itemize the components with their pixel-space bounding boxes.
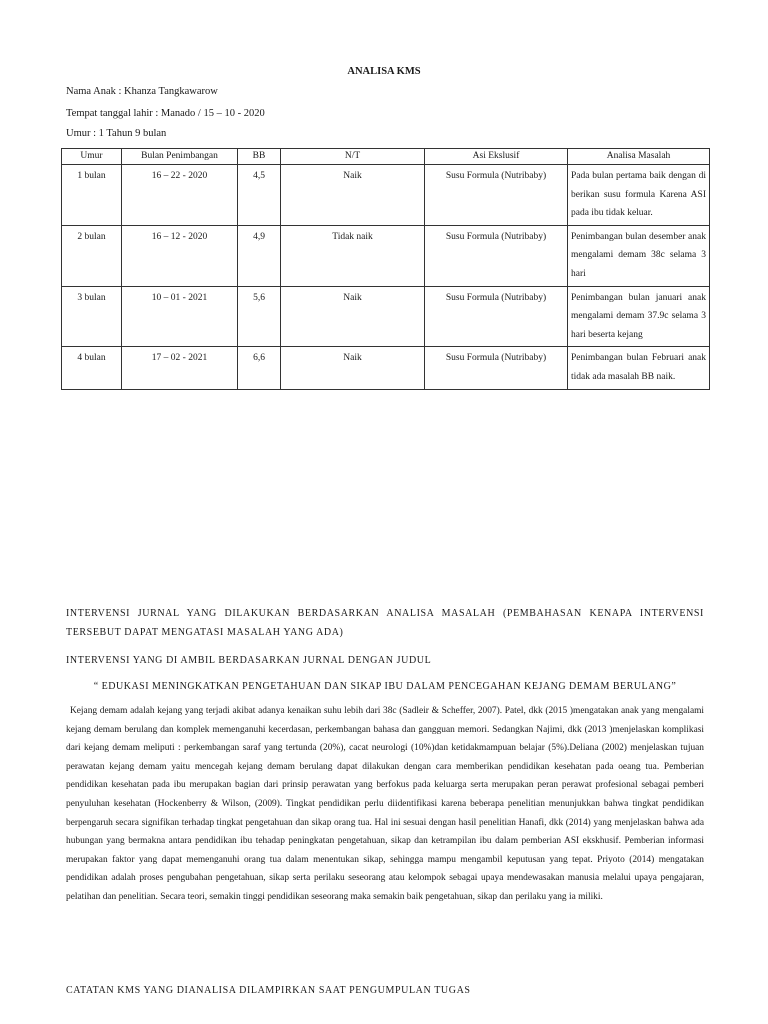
- cell-bb: 5,6: [238, 286, 281, 347]
- table-row: [62, 347, 710, 389]
- child-age: Umur : 1 Tahun 9 bulan: [66, 128, 167, 139]
- cell-asi: Susu Formula (Nutribaby): [425, 225, 568, 286]
- cell-bulan: 16 – 22 - 2020: [122, 165, 238, 226]
- table-row: [62, 165, 710, 226]
- cell-asi: Susu Formula (Nutribaby): [425, 347, 568, 389]
- table-header-row: [62, 149, 710, 165]
- cell-umur: 1 bulan: [62, 165, 122, 226]
- header-umur: Umur: [62, 149, 122, 165]
- footer-note: CATATAN KMS YANG DIANALISA DILAMPIRKAN SAAT PENGUMPULAN TUGAS: [66, 985, 471, 996]
- table-row: [62, 286, 710, 347]
- cell-bb: 6,6: [238, 347, 281, 389]
- header-analisa: Analisa Masalah: [568, 149, 710, 165]
- header-asi: Asi Ekslusif: [425, 149, 568, 165]
- cell-analisa: Penimbangan bulan desember anak mengalami demam 38c selama 3 hari: [568, 225, 710, 286]
- header-bb: BB: [238, 149, 281, 165]
- cell-umur: 4 bulan: [62, 347, 122, 389]
- cell-analisa: Pada bulan pertama baik dengan di berikan susu formula Karena ASI pada ibu tidak keluar.: [568, 165, 710, 226]
- cell-umur: 3 bulan: [62, 286, 122, 347]
- cell-umur: 2 bulan: [62, 225, 122, 286]
- table-row: [62, 225, 710, 286]
- cell-analisa: Penimbangan bulan januari anak mengalami demam 37.9c selama 3 hari beserta kejang: [568, 286, 710, 347]
- cell-analisa: Penimbangan bulan Februari anak tidak ada masalah BB naik.: [568, 347, 710, 389]
- birth-info: Tempat tanggal lahir : Manado / 15 – 10 - 2020: [66, 108, 265, 119]
- header-nt: N/T: [281, 149, 425, 165]
- child-name: Nama Anak : Khanza Tangkawarow: [66, 86, 218, 97]
- document-title: ANALISA KMS: [347, 66, 421, 77]
- intervensi-heading: INTERVENSI JURNAL YANG DILAKUKAN BERDASARKAN ANALISA MASALAH (PEMBAHASAN KENAPA INTERVENSI TERSEBUT DAPAT MENGATASI MASALAH YANG ADA): [66, 608, 704, 638]
- cell-bb: 4,9: [238, 225, 281, 286]
- cell-asi: Susu Formula (Nutribaby): [425, 165, 568, 226]
- cell-bulan: 17 – 02 - 2021: [122, 347, 238, 389]
- cell-nt: Tidak naik: [281, 225, 425, 286]
- journal-title: “ EDUKASI MENINGKATKAN PENGETAHUAN DAN SIKAP IBU DALAM PENCEGAHAN KEJANG DEMAM BERULANG”: [93, 681, 677, 692]
- cell-asi: Susu Formula (Nutribaby): [425, 286, 568, 347]
- cell-nt: Naik: [281, 165, 425, 226]
- cell-bulan: 10 – 01 - 2021: [122, 286, 238, 347]
- kms-table: [61, 148, 710, 390]
- cell-bb: 4,5: [238, 165, 281, 226]
- body-paragraph: Kejang demam adalah kejang yang terjadi akibat adanya kenaikan suhu lebih dari 38c (Sadleir & Scheffer, 2007). Patel, dkk (2015 )mengatakan anak yang mengalami kejang demam berulang dan komplek memenganuhi kecerdasan, perkembangan bahasa dan gangguan memori. Sedangkan Najimi, dkk (2013 )menjelaskan komplikasi dari kejang demam meliputi : perkembangan saraf yang tertunda (20%), cacat neurologi (10%)dan ketidakmampuan belajar (5%).Deliana (2002) menjelaskan tujuan perawatan kejang demam yaitu mencegah kejang demam berulang dapat dilakukan dengan cara memberikan pendidikan kesehatan pada oeang tua. Pemberian pendidikan kesehatan pada ibu merupakan bagian dari prinsip perawatan yang berfokus pada keluarga serta merupakan peran perawat profesional sebagai pemberi penyuluhan kesehatan (Hockenberry & Wilson, (2009). Tingkat pendidikan perlu diidentifikasi karena beberapa penelitian menunjukkan bahwa tingkat pendidikan berpengaruh secara signifikan terhadap tingkat pengetahuan dan sikap orang tua. Hal ini sesuai dengan hasil penelitian Hanafi, dkk (2014) yang menjelaskan bahwa ada hubungan yang bermakna antara pendidikan ibu tehadap peningkatan pengetahuan, sikap dan ketrampilan ibu dalam pemberian ASI ekskhusif. Pemberian informasi merupakan faktor yang dapat memenganuhi orang tua dalam menentukan sikap, sehingga mampu mengambil keputusan yang tepat. Priyoto (2014) mengatakan pendidikan adalah proses pengubahan pengetahuan, sikap serta perilaku seseorang atau kelompok sebagai upaya mendewasakan manusia melalui upaya pengajaran, pelatihan dan penelitian. Secara teori, semakin tinggi pendidikan seseorang maka semakin baik pengetahuan, sikap dan perilaku yang ia miliki.: [66, 706, 704, 902]
- cell-nt: Naik: [281, 286, 425, 347]
- header-bulan: Bulan Penimbangan: [122, 149, 238, 165]
- jurnal-heading: INTERVENSI YANG DI AMBIL BERDASARKAN JURNAL DENGAN JUDUL: [66, 655, 432, 666]
- cell-bulan: 16 – 12 - 2020: [122, 225, 238, 286]
- cell-nt: Naik: [281, 347, 425, 389]
